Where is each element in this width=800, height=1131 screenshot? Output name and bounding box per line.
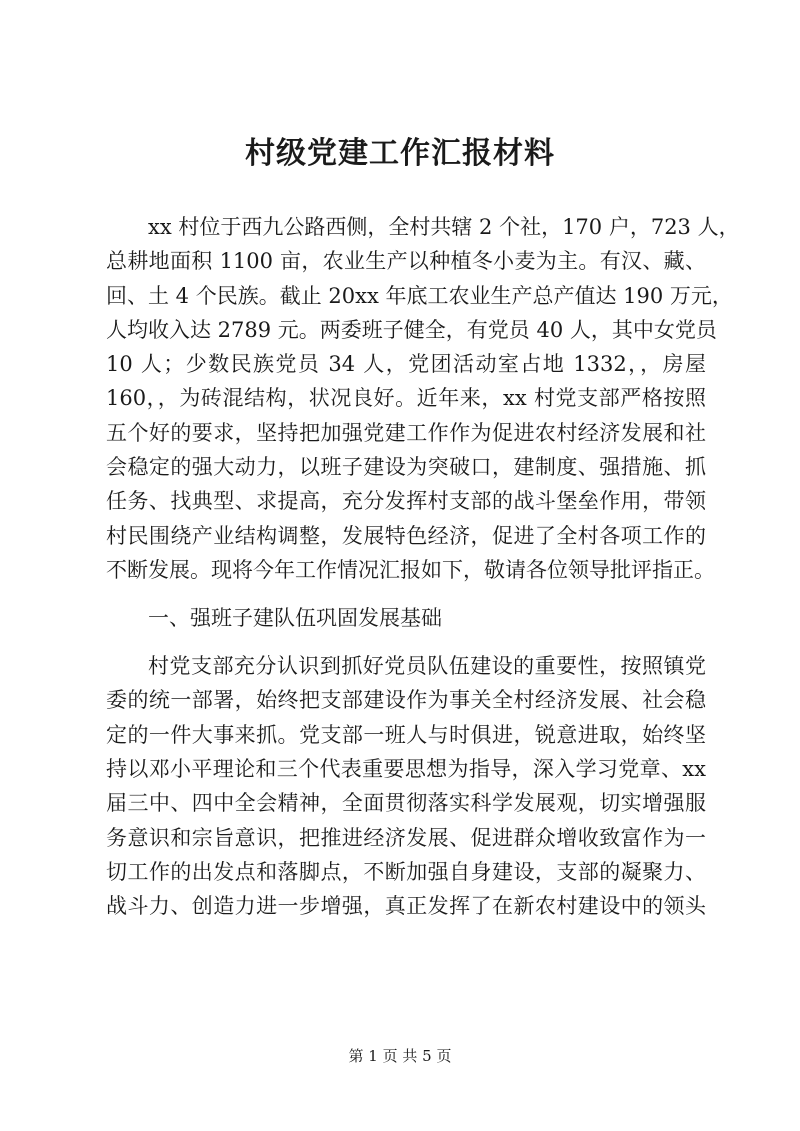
body-line: 委的统一部署，始终把支部建设作为事关全村经济发展、社会稳 xyxy=(106,688,706,712)
document-title: 村级党建工作汇报材料 xyxy=(245,136,555,171)
body-line: 总耕地面积 1100 亩，农业生产以种植冬小麦为主。有汉、藏、 xyxy=(106,249,706,273)
body-line: 回、土 4 个民族。截止 20xx 年底工农业生产总产值达 190 万元， xyxy=(106,284,733,308)
body-line: xx 村位于西九公路西侧，全村共辖 2 个社，170 户，723 人， xyxy=(148,215,740,239)
body-line: 会稳定的强大动力，以班子建设为突破口，建制度、强措施、抓 xyxy=(106,455,706,479)
body-line: 务意识和宗旨意识，把推进经济发展、促进群众增收致富作为一 xyxy=(106,826,706,850)
body-line: 定的一件大事来抓。党支部一班人与时俱进，锐意进取，始终坚 xyxy=(106,723,706,747)
body-line: 不断发展。现将今年工作情况汇报如下，敬请各位领导批评指正。 xyxy=(106,558,715,582)
page-footer: 第 1 页 共 5 页 xyxy=(348,1047,452,1065)
body-line: 160，，为砖混结构，状况良好。近年来，xx 村党支部严格按照 xyxy=(106,386,706,410)
body-line: 届三中、四中全会精神，全面贯彻落实科学发展观，切实增强服 xyxy=(106,791,706,815)
body-line: 村党支部充分认识到抓好党员队伍建设的重要性，按照镇党 xyxy=(148,654,706,678)
body-line: 10 人；少数民族党员 34 人，党团活动室占地 1332，，房屋 xyxy=(106,352,706,376)
body-line: 五个好的要求，坚持把加强党建工作作为促进农村经济发展和社 xyxy=(106,421,706,445)
body-line: 战斗力、创造力进一步增强，真正发挥了在新农村建设中的领头 xyxy=(106,894,706,918)
body-line: 任务、找典型、求提高，充分发挥村支部的战斗堡垒作用，带领 xyxy=(106,489,706,513)
section-heading: 一、强班子建队伍巩固发展基础 xyxy=(148,606,442,630)
body-line: 村民围绕产业结构调整，发展特色经济，促进了全村各项工作的 xyxy=(106,524,706,548)
body-line: 切工作的出发点和落脚点，不断加强自身建设，支部的凝聚力、 xyxy=(106,860,706,884)
body-line: 人均收入达 2789 元。两委班子健全，有党员 40 人，其中女党员 xyxy=(106,318,717,342)
body-line: 持以邓小平理论和三个代表重要思想为指导，深入学习党章、xx xyxy=(106,757,706,781)
